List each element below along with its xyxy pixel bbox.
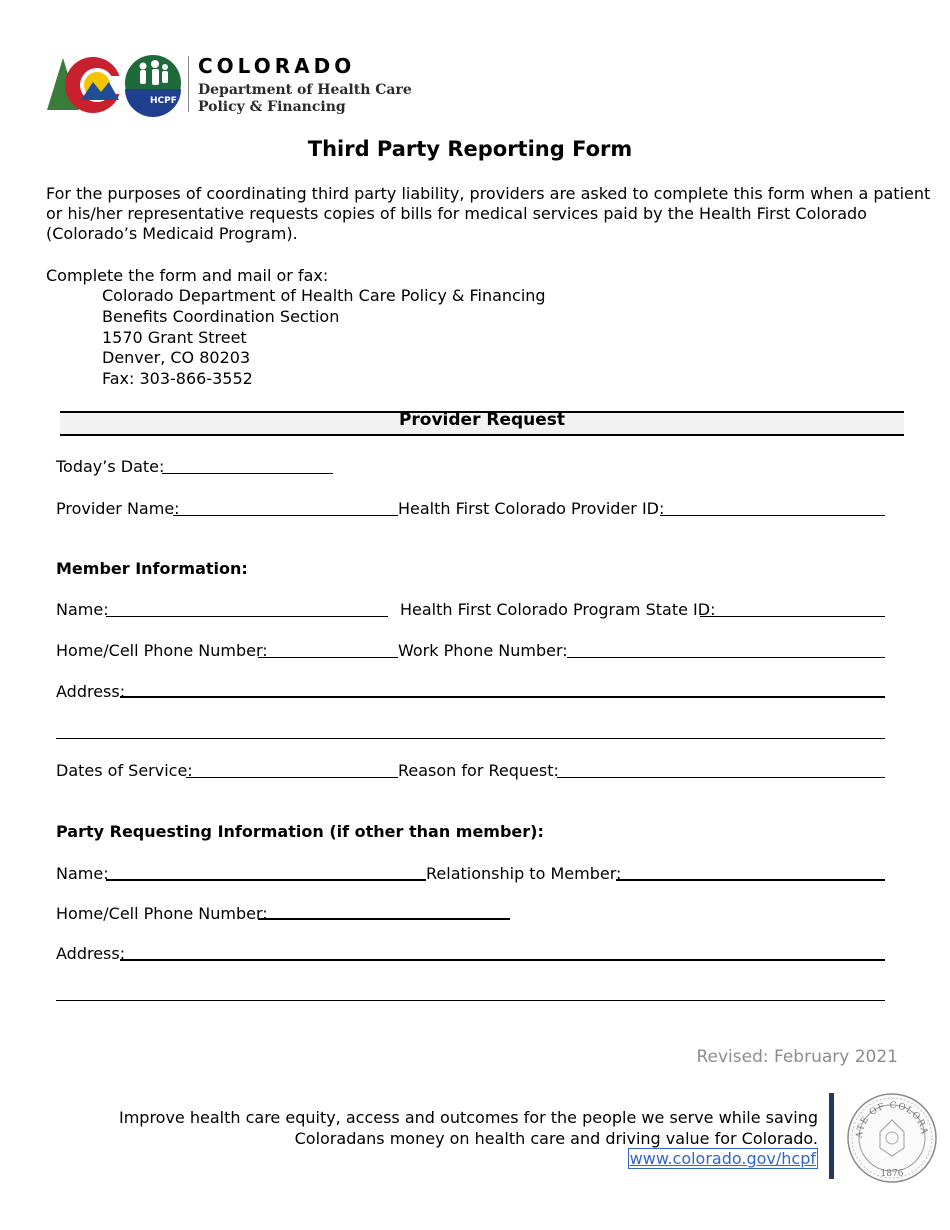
colorado-mountain-logo-icon: [45, 52, 195, 118]
mailing-address-line: Colorado Department of Health Care Policy & Financing: [102, 286, 546, 305]
party-address-label: Address:: [56, 944, 126, 963]
mailing-address-line: 1570 Grant Street: [102, 328, 247, 347]
party-home-phone-field[interactable]: [258, 900, 510, 920]
member-info-heading: Member Information:: [56, 559, 248, 578]
member-home-phone-label: Home/Cell Phone Number:: [56, 641, 268, 660]
mailing-address-line: Benefits Coordination Section: [102, 307, 340, 326]
party-address-line2-field[interactable]: [56, 980, 885, 1000]
provider-name-label: Provider Name:: [56, 499, 180, 518]
provider-name-field[interactable]: [173, 497, 395, 517]
mailing-address-line: Denver, CO 80203: [102, 348, 251, 367]
intro-line-1: For the purposes of coordinating third party liability, providers are asked to complete this form when a patient: [46, 184, 931, 203]
intro-line-3: (Colorado’s Medicaid Program).: [46, 224, 298, 243]
relationship-field[interactable]: [616, 861, 885, 881]
reason-label: Reason for Request:: [398, 761, 559, 780]
fax-number: Fax: 303-866-3552: [102, 369, 253, 388]
work-phone-field[interactable]: [567, 639, 885, 659]
party-address-line2-underline: [56, 1000, 885, 1001]
dates-of-service-label: Dates of Service:: [56, 761, 193, 780]
dates-of-service-field[interactable]: [186, 759, 396, 779]
footer-accent-bar: [829, 1093, 834, 1179]
member-name-label: Name:: [56, 600, 109, 619]
intro-line-2: or his/her representative requests copies of bills for medical services paid by the Health First Colorado: [46, 204, 867, 223]
logo-divider: [188, 56, 189, 112]
member-address-line2-underline: [56, 738, 885, 739]
member-name-field[interactable]: [106, 598, 388, 618]
colorado-state-seal-icon: [846, 1092, 938, 1184]
state-id-field[interactable]: [700, 598, 885, 618]
provider-id-field[interactable]: [660, 497, 885, 517]
revised-date: Revised: February 2021: [696, 1047, 898, 1067]
party-name-label: Name:: [56, 864, 109, 883]
mail-instructions: Complete the form and mail or fax:: [46, 266, 329, 285]
state-seal: [846, 1092, 938, 1184]
dept-name-line2: Policy & Financing: [198, 99, 346, 115]
member-address-label: Address:: [56, 682, 126, 701]
party-name-field[interactable]: [106, 861, 424, 881]
seal-year: 1876: [880, 1169, 904, 1179]
provider-id-label: Health First Colorado Provider ID:: [398, 499, 665, 518]
member-home-phone-field[interactable]: [258, 639, 396, 659]
state-id-label: Health First Colorado Program State ID:: [400, 600, 716, 619]
state-name: COLORADO: [198, 54, 356, 78]
todays-date-label: Today’s Date:: [56, 457, 165, 476]
mission-line-1: Improve health care equity, access and outcomes for the people we serve while saving: [118, 1108, 818, 1127]
party-address-field[interactable]: [120, 941, 885, 961]
hcpf-website-link[interactable]: www.colorado.gov/hcpf: [629, 1149, 816, 1168]
mission-line-2: Coloradans money on health care and driving value for Colorado.: [294, 1129, 818, 1148]
seal-top-text: ATE OF COLORA: [854, 1100, 929, 1139]
member-address-field[interactable]: [120, 678, 885, 698]
reason-field[interactable]: [557, 759, 885, 779]
page-title: Third Party Reporting Form: [307, 137, 633, 161]
hcpf-badge-text: HCPF: [150, 96, 177, 106]
dept-name-line1: Department of Health Care: [198, 82, 412, 98]
work-phone-label: Work Phone Number:: [398, 641, 568, 660]
todays-date-field[interactable]: [162, 455, 333, 475]
member-address-line2-field[interactable]: [56, 718, 885, 738]
party-home-phone-label: Home/Cell Phone Number:: [56, 904, 268, 923]
party-info-heading: Party Requesting Information (if other than member):: [56, 822, 544, 841]
relationship-label: Relationship to Member:: [426, 864, 622, 883]
section-title-provider-request: Provider Request: [398, 410, 566, 430]
